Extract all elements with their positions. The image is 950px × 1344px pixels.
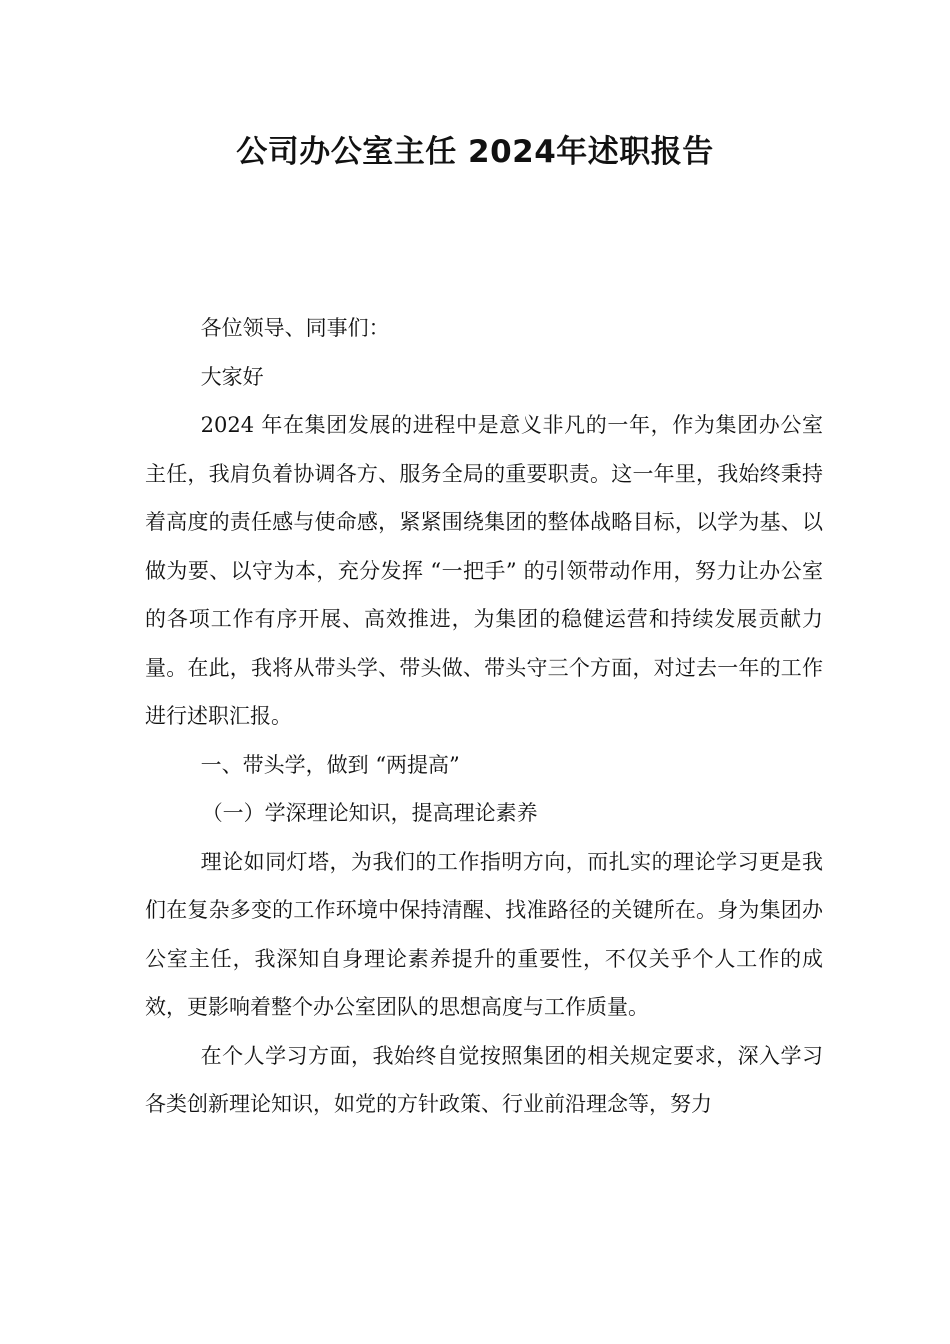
subsection-heading: （一）学深理论知识，提高理论素养 <box>201 801 538 825</box>
body-paragraph: 在个人学习方面，我始终自觉按照集团的相关规定要求，深入学习各类创新理论知识，如党的方针政策、行业前沿理念等，努力 <box>145 1043 823 1116</box>
salutation: 各位领导、同事们： <box>200 316 390 340</box>
document-title: 公司办公室主任 2024年述职报告 <box>236 134 714 170</box>
intro-paragraph: 2024 年在集团发展的进程中是意义非凡的一年，作为集团办公室主任，我肩负着协调各方、服务全局的重要职责。这一年里，我始终秉持着高度的责任感与使命感，紧紧围绕集团的整体战略目标，以学为基、以做为要、以守为本，充分发挥 “一把手” 的引领带动作用，努力让办公室的各项工作有序开展、高效推进，为集团的稳健运营和持续发展贡献力量。在此，我将从带头学、带头做、带头守三个方面，对过去一年的工作进行述职汇报。 <box>145 413 823 728</box>
greeting: 大家好 <box>200 364 264 389</box>
section-heading: 一、带头学，做到 “两提高” <box>200 752 460 777</box>
document-body <box>145 304 823 1129</box>
body-paragraph: 理论如同灯塔，为我们的工作指明方向，而扎实的理论学习更是我们在复杂多变的工作环境中保持清醒、找准路径的关键所在。身为集团办公室主任，我深知自身理论素养提升的重要性，不仅关乎个人工作的成效，更影响着整个办公室团队的思想高度与工作质量。 <box>145 849 823 1019</box>
